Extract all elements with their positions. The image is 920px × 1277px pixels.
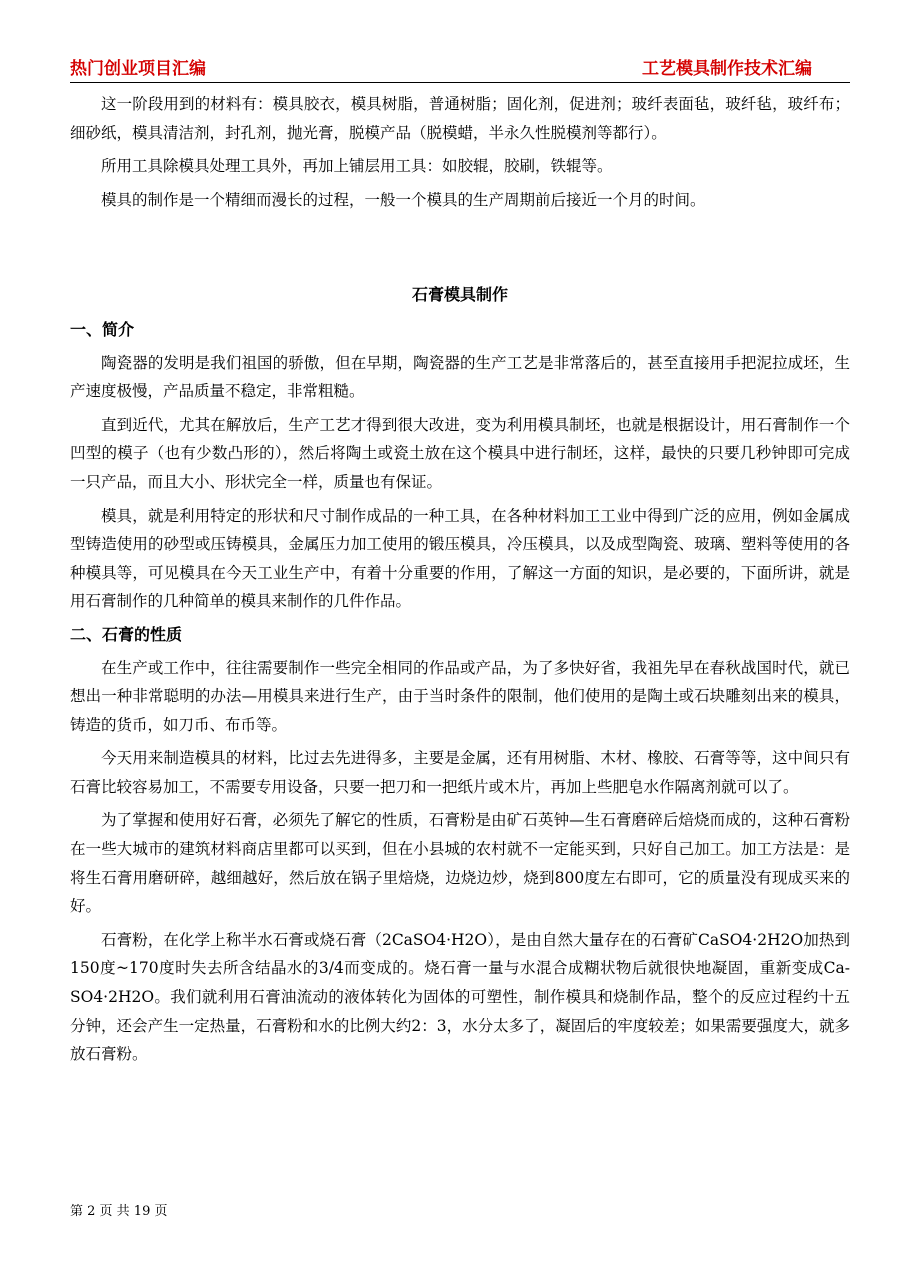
page-header: [70, 52, 850, 83]
body-paragraph: 为了掌握和使用好石膏，必须先了解它的性质，石膏粉是由矿石英钟—生石膏磨碎后焙烧而成的，这种石膏粉在一些大城市的建筑材料商店里都可以买到，但在小县城的农村就不一定能买到，只好自己加工。加工方法是：是将生石膏用磨研碎，越细越好，然后放在锅子里焙烧，边烧边炒，烧到800度左右即可，它的质量没有现成买来的好。: [70, 811, 850, 916]
page-number-footer: 第 2 页 共 19 页: [70, 1204, 168, 1219]
body-paragraph: 直到近代，尤其在解放后，生产工艺才得到很大改进，变为利用模具制坯，也就是根据设计，用石膏制作一个凹型的模子（也有少数凸形的），然后将陶土或瓷土放在这个模具中进行制坯，这样，最快的只要几秒钟即可完成一只产品，而且大小、形状完全一样，质量也有保证。: [70, 415, 850, 491]
body-paragraph: 今天用来制造模具的材料，比过去先进得多，主要是金属，还有用树脂、木材、橡胶、石膏等等，这中间只有石膏比较容易加工，不需要专用设备，只要一把刀和一把纸片或木片，再加上些肥皂水作隔离剂就可以了。: [70, 749, 850, 796]
section-heading-properties: 二、石膏的性质: [70, 624, 183, 644]
page-content: [70, 90, 850, 1074]
section-title: 石膏模具制作: [411, 285, 508, 305]
intro-paragraph: 模具的制作是一个精细而漫长的过程，一般一个模具的生产周期前后接近一个月的时间。: [101, 190, 706, 209]
body-paragraph: 石膏粉，在化学上称半水石膏或烧石膏（2CaSO4·H2O），是由自然大量存在的石膏矿CaSO4·2H2O加热到150度~170度时失去所含结晶水的3/4而变成的。烧石膏一量与水混合成糊状物后就很快地凝固，重新变成Ca-SO4·2H2O。我们就利用石膏油流动的液体转化为固体的可塑性，制作模具和烧制作品，整个的反应过程约十五分钟，还会产生一定热量，石膏粉和水的比例大约2：3，水分太多了，凝固后的牢度较差；如果需要强度大，就多放石膏粉。: [70, 930, 850, 1064]
body-paragraph: 模具，就是利用特定的形状和尺寸制作成品的一种工具，在各种材料加工工业中得到广泛的应用，例如金属成型铸造使用的砂型或压铸模具，金属压力加工使用的锻压模具，冷压模具，以及成型陶瓷、玻璃、塑料等使用的各种模具等，可见模具在今天工业生产中，有着十分重要的作用，了解这一方面的知识，是必要的，下面所讲，就是用石膏制作的几种简单的模具来制作的几件作品。: [70, 506, 850, 611]
intro-paragraph: 这一阶段用到的材料有：模具胶衣，模具树脂，普通树脂；固化剂，促进剂；玻纤表面毡，玻纤毡，玻纤布；细砂纸，模具清洁剂，封孔剂，抛光膏，脱模产品（脱模蜡，半永久性脱模剂等都行）。: [70, 95, 850, 142]
section-heading-intro: 一、简介: [70, 319, 135, 339]
intro-paragraph: 所用工具除模具处理工具外，再加上铺层用工具：如胶辊，胶刷，铁辊等。: [101, 157, 613, 176]
header-left-title: 热门创业项目汇编: [70, 59, 206, 79]
header-right-title: 工艺模具制作技术汇编: [642, 59, 812, 79]
body-paragraph: 陶瓷器的发明是我们祖国的骄傲，但在早期，陶瓷器的生产工艺是非常落后的，甚至直接用手把泥拉成坯，生产速度极慢，产品质量不稳定，非常粗糙。: [70, 353, 850, 401]
body-paragraph: 在生产或工作中，往往需要制作一些完全相同的作品或产品，为了多快好省，我祖先早在春秋战国时代，就已想出一种非常聪明的办法—用模具来进行生产，由于当时条件的限制，他们使用的是陶土或石块雕刻出来的模具，铸造的货币，如刀币、布币等。: [70, 658, 850, 734]
